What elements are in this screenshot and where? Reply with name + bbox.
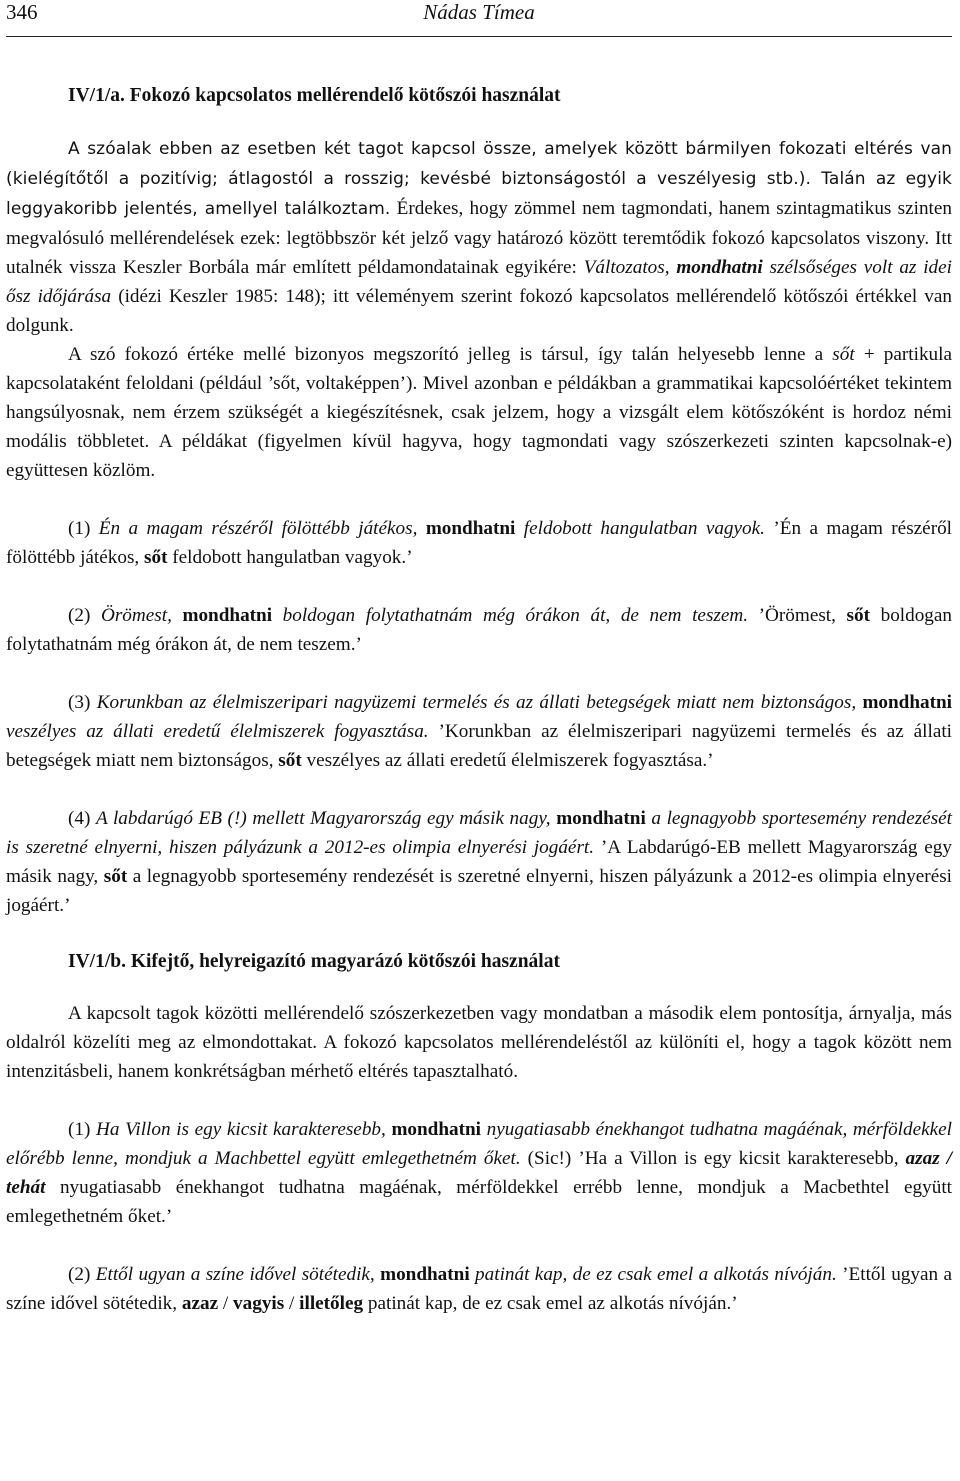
example-b1: (1) Ha Villon is egy kicsit karakteresebb, mondhatni nyugatiasabb énekhangot tudhatna magáénak, mérföldekkel előrébb lenne, mondjuk a Machbettel együtt emlegethetném őket. (Sic!) ’Ha a Villon is egy kicsit karakteresebb, azaz / tehát nyugatiasabb énekhangot tudhatna magáénak, mérföldekkel errébb lenne, mondjuk a Macbethtel együtt emlegethetném őket.’ bbox=[6, 1119, 952, 1227]
section-b-intro: A kapcsolt tagok közötti mellérendelő szószerkezetben vagy mondatban a második elem pontosítja, árnyalja, más oldalról közelíti meg az elmondottakat. A fokozó kapcsolatos mellérendeléstől az különíti el, hogy a tagok között nem intenzitásbeli, hanem konkrétságban mérhető eltérés tapasztalható. bbox=[6, 1003, 952, 1082]
section-heading-a: IV/1/a. Fokozó kapcsolatos mellérendelő kötőszói használat bbox=[68, 85, 561, 106]
example-a4: (4) A labdarúgó EB (!) mellett Magyarország egy másik nagy, mondhatni a legnagyobb sportesemény rendezését is szeretné elnyerni, hiszen pályázunk a 2012-es olimpia elnyerési jogáért. ’A Labdarúgó-EB mellett Magyarország egy másik nagy, sőt a legnagyobb sportesemény rendezését is szeretné elnyerni, hiszen pályázunk a 2012-es olimpia elnyerési jogáért.’ bbox=[6, 808, 953, 916]
section-heading-b: IV/1/b. Kifejtő, helyreigazító magyarázó kötőszói használat bbox=[68, 951, 560, 972]
running-head: Nádas Tímea bbox=[423, 0, 535, 24]
example-a3: (3) Korunkban az élelmiszeripari nagyüzemi termelés és az állati betegségek miatt nem biztonságos, mondhatni veszélyes az állati eredetű élelmiszerek fogyasztása. ’Korunkban az élelmiszeripari nagyüzemi termelés és az állati betegségek miatt nem biztonságos, sőt veszélyes az állati eredetű élelmiszerek fogyasztása.’ bbox=[6, 692, 953, 771]
page-header bbox=[6, 0, 952, 37]
example-a1: (1) Én a magam részéről fölöttébb játékos, mondhatni feldobott hangulatban vagyok. ’Én a magam részéről fölöttébb játékos, sőt feldobott hangulatban vagyok.’ bbox=[6, 518, 953, 568]
page bbox=[6, 0, 952, 1318]
page-number: 346 bbox=[6, 0, 38, 24]
section-a-para2: A szó fokozó értéke mellé bizonyos megszorító jelleg is társul, így talán helyesebb lenne a sőt + partikula kapcsolataként feloldani (például ’sőt, voltaképpen’). Mivel azonban e példákban a grammatikai kapcsolóértéket tekintem hangsúlyosnak, nem érzem szükségét a kiegészítésnek, csak jelzem, hogy a vizsgált elem kötőszóként is hordoz némi modális többletet. A példákat (figyelmen kívül hagyva, hogy tagmondati vagy szószerkezeti szinten kapcsolnak-e) együttesen közlöm. bbox=[6, 344, 952, 481]
section-a-intro: A szóalak ebben az esetben két tagot kapcsol össze, amelyek között bármilyen fokozati eltérés van (kielégítőtől a pozitívig; átlagostól a rosszig; kevésbé biztonságostól a veszélyesig stb.). Talán az egyik leggyakoribb jelentés, amellyel találkoztam. Érdekes, hogy zömmel nem tagmondati, hanem szintagmatikus szinten megvalósuló mellérendelések ezek: legtöbbször két jelző vagy határozó között teremtődik fokozó kapcsolatos viszony. Itt utalnék vissza Keszler Borbála már említett példamondatainak egyikére: Változatos, mondhatni szélsőséges volt az idei ősz időjárása (idézi Keszler 1985: 148); itt véleményem szerint fokozó kapcsolatos mellérendelő kötőszói értékkel van dolgunk. bbox=[6, 139, 953, 336]
example-b2: (2) Ettől ugyan a színe idővel sötétedik, mondhatni patinát kap, de ez csak emel a alkotás nívóján. ’Ettől ugyan a színe idővel sötétedik, azaz / vagyis / illetőleg patinát kap, de ez csak emel az alkotás nívóján.’ bbox=[6, 1264, 952, 1314]
example-a2: (2) Örömest, mondhatni boldogan folytathatnám még órákon át, de nem teszem. ’Örömest, sőt boldogan folytathatnám még órákon át, de nem teszem.’ bbox=[6, 605, 953, 655]
